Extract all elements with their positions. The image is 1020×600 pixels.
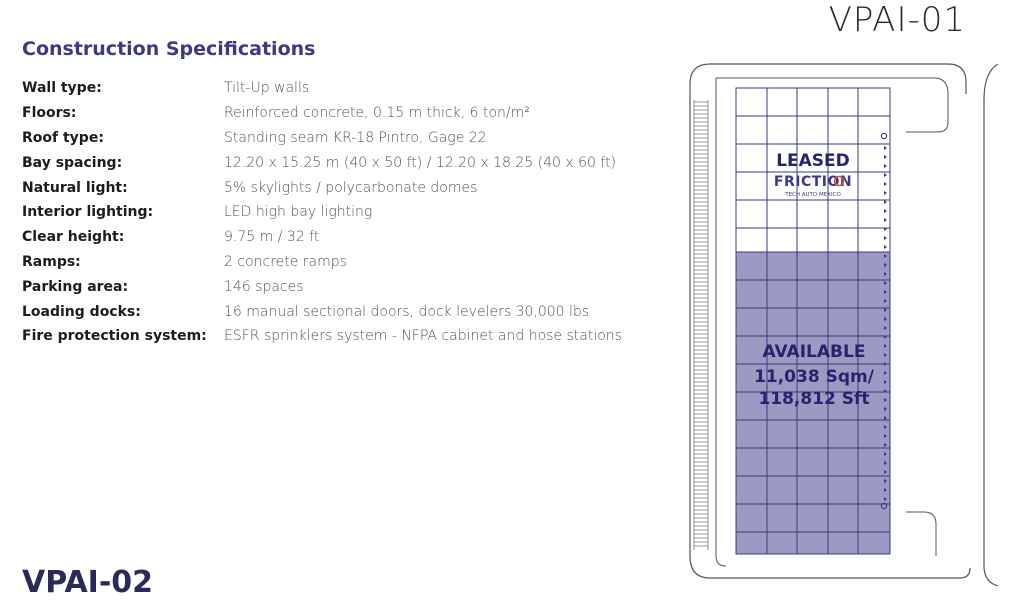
spec-value: 9.75 m / 32 ft xyxy=(224,229,320,246)
spec-label: Fire protection system: xyxy=(22,328,207,345)
spec-value: Standing seam KR-18 Pintro, Gage 22 xyxy=(224,129,487,146)
spec-value: 16 manual sectional doors, dock levelers 30,000 lbs xyxy=(224,303,590,320)
spec-label: Parking area: xyxy=(22,278,129,295)
spec-row-parking-area xyxy=(22,274,662,299)
spec-value: LED high bay lighting xyxy=(224,204,373,221)
spec-label: Clear height: xyxy=(22,229,125,246)
specs-list xyxy=(22,76,662,349)
spec-value: 2 concrete ramps xyxy=(224,253,347,270)
section-title: Construction Specifications xyxy=(22,38,316,60)
spec-row-natural-light xyxy=(22,175,662,200)
spec-label: Roof type: xyxy=(22,129,104,146)
spec-value: Reinforced concrete, 0.15 m thick, 6 ton/m² xyxy=(224,105,530,122)
spec-row-ramps xyxy=(22,250,662,275)
spec-label: Natural light: xyxy=(22,179,128,196)
spec-value: 5% skylights / polycarbonate domes xyxy=(224,179,478,196)
spec-row-fire-protection xyxy=(22,324,662,349)
available-area-sft: 118,812 Sft xyxy=(758,389,870,409)
spec-row-interior-lighting xyxy=(22,200,662,225)
spec-row-clear-height xyxy=(22,225,662,250)
spec-row-roof-type xyxy=(22,126,662,151)
tenant-logo-text: FRICTION xyxy=(773,174,853,190)
spec-row-bay-spacing xyxy=(22,150,662,175)
spec-value: ESFR sprinklers system - NFPA cabinet and hose stations xyxy=(224,328,622,345)
spec-label: Floors: xyxy=(22,105,77,122)
building-code: VPAI-01 xyxy=(828,0,966,40)
tenant-logo-subtext: TECH AUTO MEXICO xyxy=(785,192,841,198)
spec-label: Interior lighting: xyxy=(22,204,154,221)
spec-row-floors xyxy=(22,101,662,126)
spec-value: 12.20 x 15.25 m (40 x 50 ft) / 12.20 x 18.25 (40 x 60 ft) xyxy=(224,154,617,171)
available-label: AVAILABLE xyxy=(762,342,866,362)
spec-value: Tilt-Up walls xyxy=(224,80,310,97)
leased-label: LEASED xyxy=(776,151,850,171)
spec-row-loading-docks xyxy=(22,299,662,324)
road-outline xyxy=(984,64,998,586)
available-area-sqm: 11,038 Sqm/ xyxy=(754,367,874,387)
spec-value: 146 spaces xyxy=(224,278,304,295)
next-building-code: VPAI-02 xyxy=(22,565,154,600)
site-plan xyxy=(686,60,1006,586)
spec-label: Loading docks: xyxy=(22,303,141,320)
spec-label: Bay spacing: xyxy=(22,154,123,171)
spec-label: Ramps: xyxy=(22,253,81,270)
parking-rows xyxy=(694,100,708,550)
spec-label: Wall type: xyxy=(22,80,102,97)
ramp-outline-bottom xyxy=(906,512,936,556)
spec-row-wall-type xyxy=(22,76,662,101)
